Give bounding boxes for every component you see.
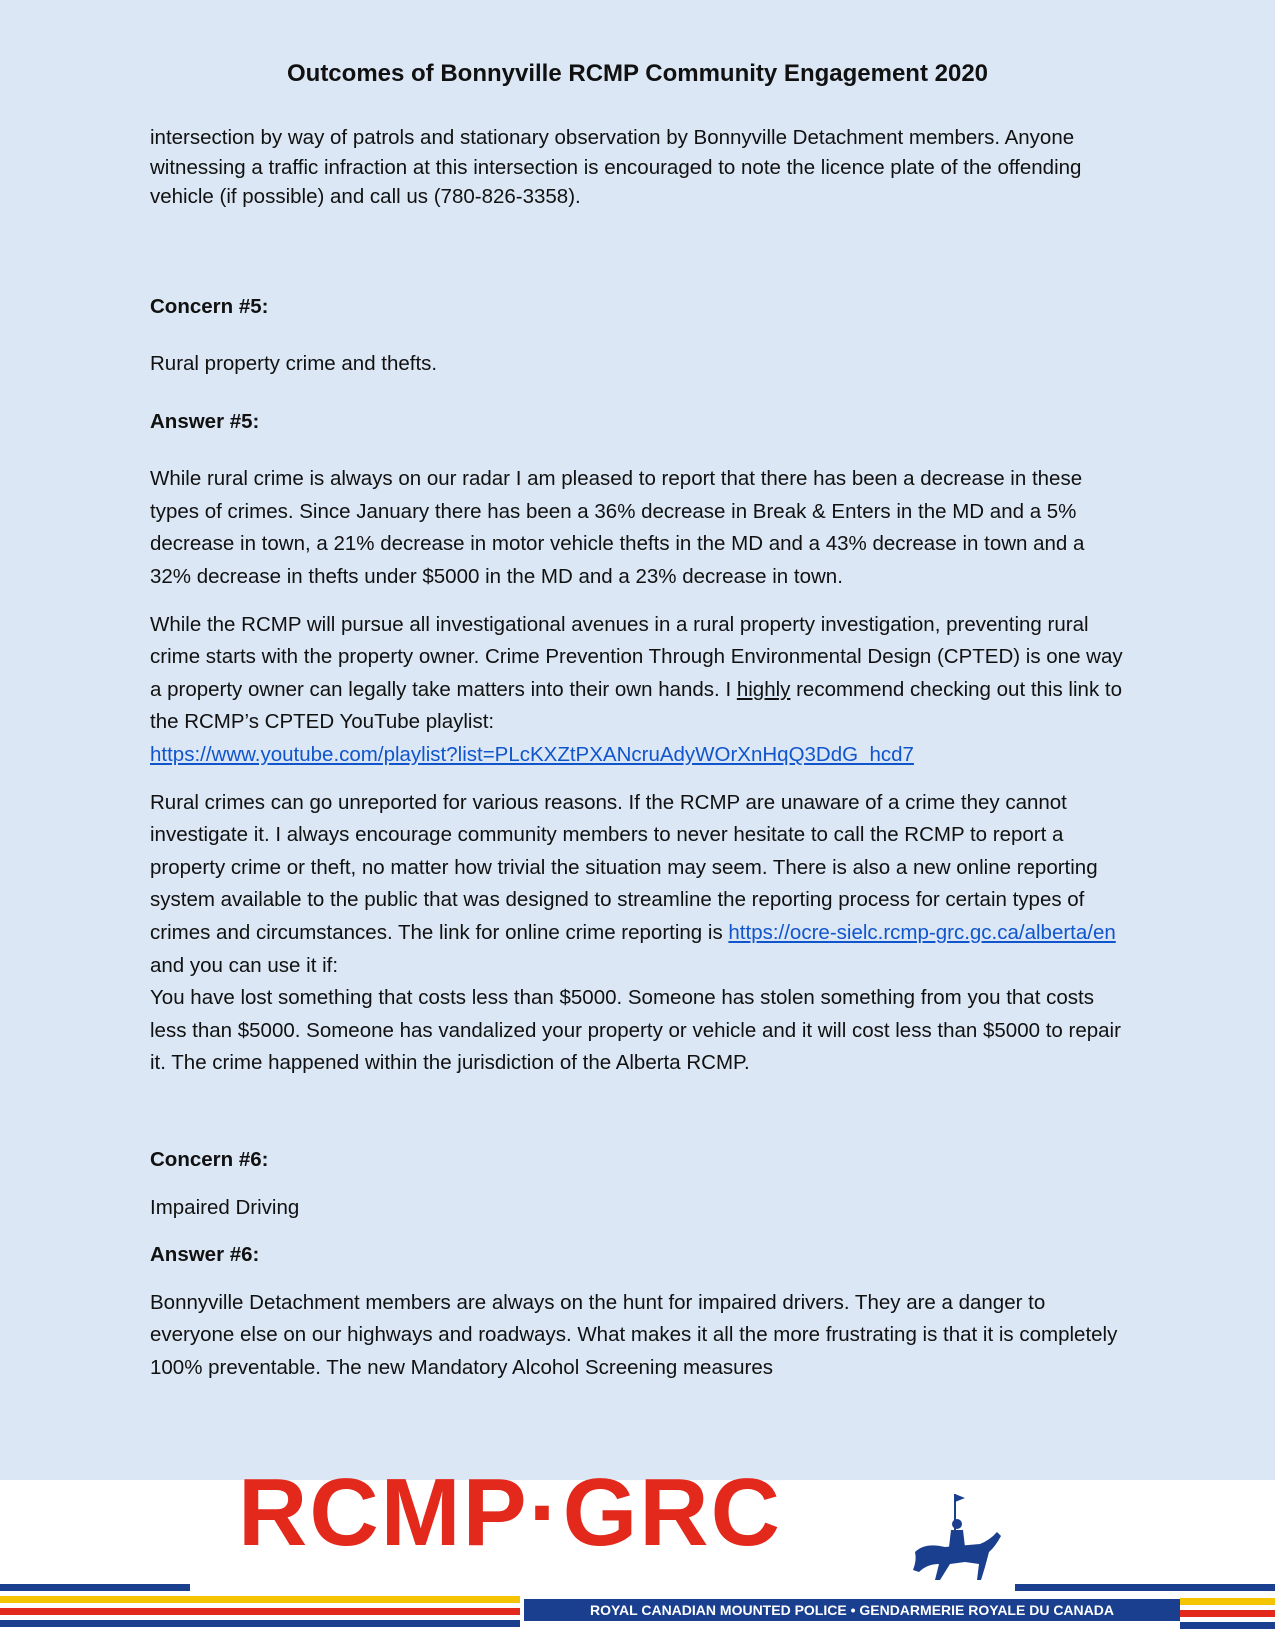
emphasis-highly: highly bbox=[736, 677, 791, 701]
answer-5-p3-text-a: Rural crimes can go unreported for various reasons. If the RCMP are unaware of a crime they cannot investigate it. I always encourage community members to never hesitate to call the RCMP to report a property crime or theft, no matter how trivial the situation may seem. There is also a new online reporting system available to the public that was designed to streamline the reporting process for certain types of crimes and circumstances. The link for online crime reporting is bbox=[150, 790, 1098, 944]
page-title: Outcomes of Bonnyville RCMP Community Engagement 2020 bbox=[286, 60, 989, 87]
stripe-red-right bbox=[1180, 1610, 1275, 1617]
answer-5-p2-text-a: While the RCMP will pursue all investigational avenues in a rural property investigation, preventing rural crime starts with the property owner. Crime Prevention Through Environmental Design (CPTED) is one way a property owner can legally take matters into their own hands. I bbox=[150, 612, 1123, 701]
footer-banner bbox=[0, 1459, 1275, 1650]
stripe-red-left bbox=[0, 1608, 520, 1615]
answer-5-paragraph-2 bbox=[150, 609, 1130, 772]
concern-6-heading: Concern #6: bbox=[150, 1147, 269, 1171]
online-reporting-link[interactable]: https://ocre-sielc.rcmp-grc.gc.ca/alberta/en bbox=[728, 921, 1116, 944]
stripe-blue-right-2 bbox=[1180, 1622, 1275, 1629]
rcmp-grc-logo: RCMP·GRC bbox=[238, 1459, 782, 1566]
answer-5-p2-text-b: recommend checking out this link to the RCMP’s CPTED YouTube playlist: bbox=[150, 677, 1122, 734]
mounted-police-icon bbox=[905, 1492, 1005, 1582]
stripe-blue-right bbox=[1015, 1584, 1275, 1591]
answer-6-paragraph-1: Bonnyville Detachment members are always on the hunt for impaired drivers. They are a danger to everyone else on our highways and roadways. What makes it all the more frustrating is that it is completely 100% preventable. The new Mandatory Alcohol Screening measures bbox=[150, 1290, 1118, 1379]
stripe-yellow-left bbox=[0, 1596, 520, 1603]
stripe-yellow-right bbox=[1180, 1598, 1275, 1605]
cpted-playlist-link[interactable]: https://www.youtube.com/playlist?list=PLcKXZtPXANcruAdyWOrXnHqQ3DdG_hcd7 bbox=[150, 743, 914, 767]
concern-5-heading: Concern #5: bbox=[150, 294, 269, 318]
answer-6-heading: Answer #6: bbox=[150, 1243, 260, 1267]
document-body bbox=[150, 123, 1130, 1385]
answer-5-p3-text-b: and you can use it if: bbox=[150, 953, 339, 977]
intro-paragraph: intersection by way of patrols and stationary observation by Bonnyville Detachment members. Anyone witnessing a traffic infraction at this intersection is encouraged to note the licence plate of the offending vehicle (if possible) and call us (780-826-3358). bbox=[150, 126, 1082, 208]
concern-6-text: Impaired Driving bbox=[150, 1195, 300, 1219]
answer-5-paragraph-1: While rural crime is always on our radar I am pleased to report that there has been a decrease in these types of crimes. Since January there has been a 36% decrease in Break & Enters in the MD and a 5% decrease in town, a 21% decrease in motor vehicle thefts in the MD and a 43% decrease in town and a 32% decrease in thefts under $5000 in the MD and a 23% decrease in town. bbox=[150, 467, 1085, 589]
answer-5-paragraph-3 bbox=[150, 787, 1130, 983]
stripe-blue-left-2 bbox=[0, 1620, 520, 1627]
answer-5-heading: Answer #5: bbox=[150, 409, 260, 433]
stripe-blue-left bbox=[0, 1584, 190, 1591]
answer-5-paragraph-4: You have lost something that costs less than $5000. Someone has stolen something from you that costs less than $5000. Someone has vandalized your property or vehicle and it will cost less than $5000 to repair it. The crime happened within the jurisdiction of the Alberta RCMP. bbox=[150, 986, 1121, 1075]
concern-5-text: Rural property crime and thefts. bbox=[150, 352, 438, 376]
logo-subtitle-bar: ROYAL CANADIAN MOUNTED POLICE • GENDARMERIE ROYALE DU CANADA bbox=[524, 1599, 1180, 1621]
